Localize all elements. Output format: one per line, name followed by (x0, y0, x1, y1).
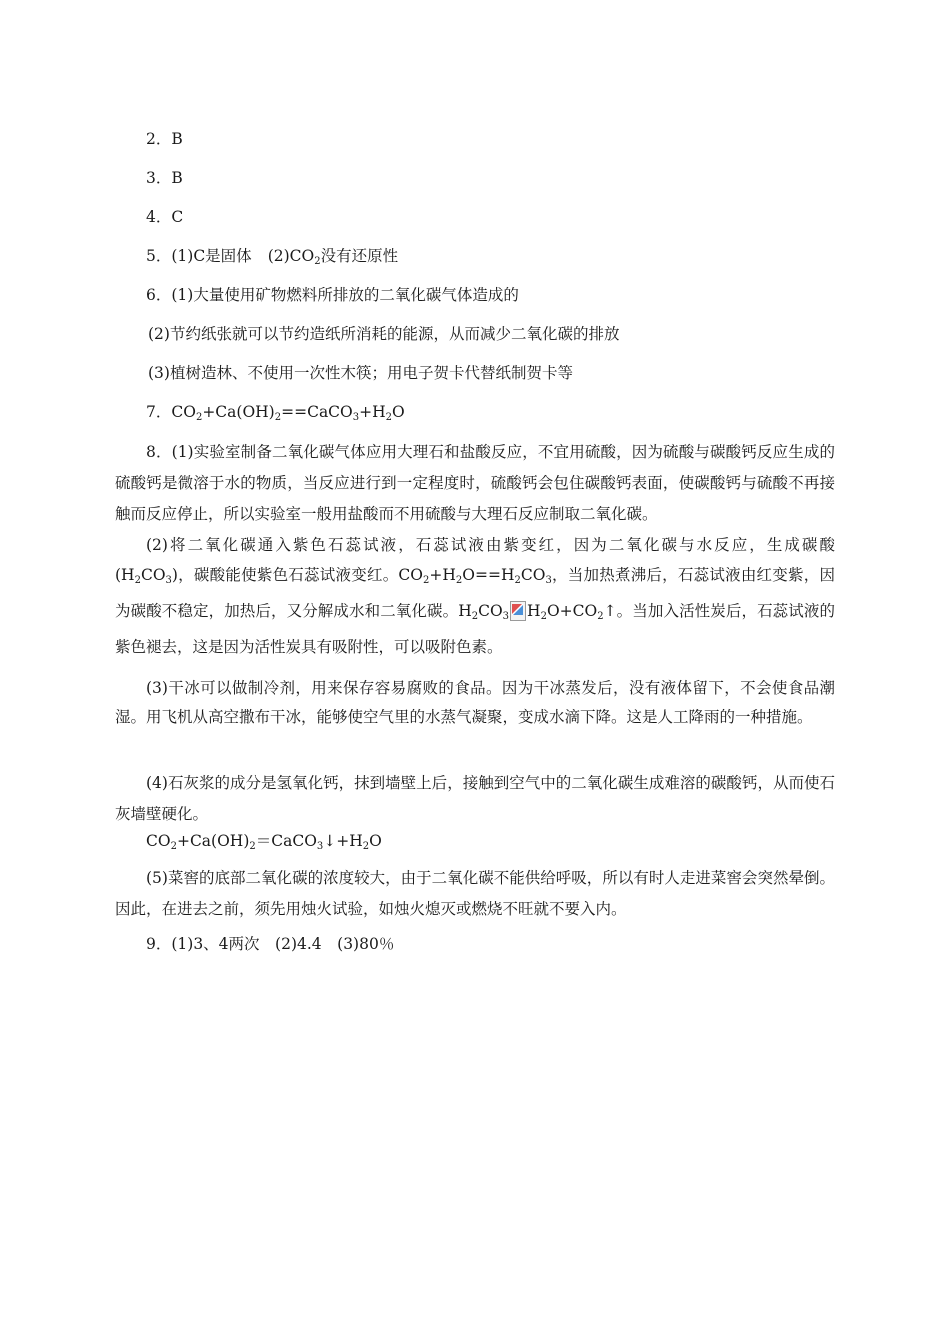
answer-8-part-3: (3)干冰可以做制冷剂，用来保存容易腐败的食品。因为干冰蒸发后，没有液体留下，不会使食品潮湿。用飞机从高空撒布干冰，能够使空气里的水蒸气凝聚，变成水滴下降。这是人工降雨的一种措施。 (115, 679, 835, 726)
answer-5-part-2: (2)CO (267, 247, 315, 265)
answer-4: 4．C (146, 208, 184, 226)
answer-8-part-1: 8．(1)实验室制备二氧化碳气体应用大理石和盐酸反应，不宜用硫酸，因为硫酸与碳酸钙反应生成的硫酸钙是微溶于水的物质，当反应进行到一定程度时，硫酸钙会包住碳酸钙表面，使碳酸钙与硫酸不再接触而反应停止，所以实验室一般用盐酸而不用硫酸与大理石反应制取二氧化碳。 (115, 443, 835, 523)
answer-9: 9．(1)3、4两次 (2)4.4 (3)80％ (146, 935, 395, 953)
answer-6-part-1: 6．(1)大量使用矿物燃料所排放的二氧化碳气体造成的 (146, 286, 519, 304)
answer-5-part-1: 5．(1)C是固体 (146, 247, 252, 265)
broken-image-icon (510, 601, 526, 621)
answer-2: 2．B (146, 130, 183, 148)
answer-3: 3．B (146, 169, 183, 187)
answer-8-part-4: (4)石灰浆的成分是氢氧化钙，抹到墙壁上后，接触到空气中的二氧化碳生成难溶的碳酸钙，从而使石灰墙壁硬化。 (115, 774, 835, 823)
answer-8-equation: $CO_2+Ca(OH)_2=CaCO_3↓+H_2O$ (146, 832, 382, 852)
answer-6-part-3: (3)植树造林、不使用一次性木筷；用电子贺卡代替纸制贺卡等 (148, 364, 573, 382)
answer-5: 5．(1)C是固体 $(2)CO_2$没有还原性 (146, 247, 399, 267)
answer-7-equation: 7．$CO_2+Ca(OH)_2==CaCO_3+H_2O$ (146, 403, 405, 423)
answer-6-part-2: (2)节约纸张就可以节约造纸所消耗的能源，从而减少二氧化碳的排放 (148, 325, 620, 343)
answer-8-part-5: (5)菜窖的底部二氧化碳的浓度较大，由于二氧化碳不能供给呼吸，所以有时人走进菜窖会突然晕倒。因此，在进去之前，须先用烛火试验，如烛火熄灭或燃烧不旺就不要入内。 (115, 869, 835, 918)
answer-8-part-2: (2)将二氧化碳通入紫色石蕊试液，石蕊试液由紫变红，因为二氧化碳与水反应，生成碳酸$(H_2CO_3)$，碳酸能使紫色石蕊试液变红。$CO_2+H_2O==H_2CO_3$，当加热煮沸后，石蕊试液由红变紫，因为碳酸不稳定，加热后，又分解成水和二氧化碳。$H_2CO_3$ $H_2O+CO_2↑$。当加入活性炭后，石蕊试液的紫色褪去，这是因为活性炭具有吸附性，可以吸附色素。 (115, 536, 835, 656)
